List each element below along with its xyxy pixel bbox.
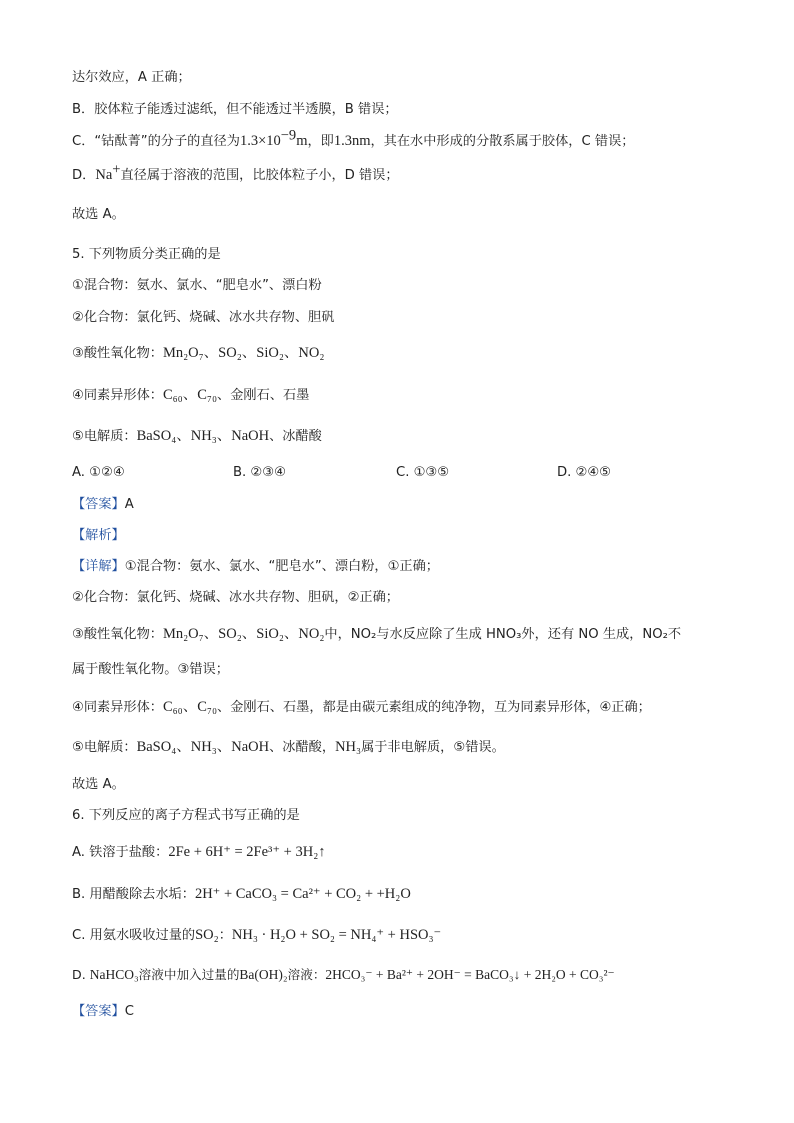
text-line: 故选 A。 (72, 207, 125, 222)
text-line: ⑤电解质：BaSO₄、NH₃、NaOH、冰醋酸 (72, 428, 322, 444)
text-line: ⑤电解质：BaSO₄、NH₃、NaOH、冰醋酸，NH₃属于非电解质，⑤错误。 (72, 739, 505, 755)
text-line: ②化合物：氯化钙、烧碱、冰水共存物、胆矾，②正确； (72, 590, 399, 605)
answer-5: 【答案】A (72, 497, 134, 512)
text-line: ④同素异形体：C₆₀、C₇₀、金刚石、石墨 (72, 387, 310, 403)
question-5-stem: 5. 下列物质分类正确的是 (72, 247, 221, 262)
text-line: D．Na+直径属于溶液的范围，比胶体粒子小，D 错误； (72, 161, 399, 183)
text-line: ④同素异形体：C₆₀、C₇₀、金刚石、石墨，都是由碳元素组成的纯净物，互为同素异形体，④正确； (72, 699, 651, 715)
text-line: ③酸性氧化物：Mn₂O₇、SO₂、SiO₂、NO₂ (72, 345, 325, 361)
text-line: 达尔效应，A 正确； (72, 70, 191, 85)
option-c: C. ①③⑤ (396, 465, 450, 480)
text-line: 属于酸性氧化物。③错误； (72, 662, 229, 677)
text-line: ②化合物：氯化钙、烧碱、冰水共存物、胆矾 (72, 310, 335, 325)
option-a: A. ①②④ (72, 465, 125, 480)
text-line: C．“钴酞菁”的分子的直径为$1.3\times 10^{-9}m$，即1.3nm，其在水中形成的分散系属于胶体，C 错误； (72, 127, 635, 149)
text-line: 【详解】①混合物：氨水、氯水、“肥皂水”、漂白粉，①正确； (72, 559, 439, 574)
question-6-stem: 6. 下列反应的离子方程式书写正确的是 (72, 808, 300, 823)
option-d: D. ②④⑤ (557, 465, 612, 480)
option-c: C. 用氨水吸收过量的SO₂：NH₃ · H₂O + SO₂ = NH₄⁺ + HSO₃⁻ (72, 927, 442, 943)
option-a: A. 铁溶于盐酸：2Fe + 6H⁺ = 2Fe³⁺ + 3H₂↑ (72, 844, 326, 860)
text-line: 故选 A。 (72, 777, 125, 792)
option-b: B. 用醋酸除去水垢：2H⁺ + CaCO₃ = Ca²⁺ + CO₂ + +H₂O (72, 886, 411, 902)
text-line: ①混合物：氨水、氯水、“肥皂水”、漂白粉 (72, 278, 322, 293)
text-line: ③酸性氧化物：Mn₂O₇、SO₂、SiO₂、NO₂中，NO₂与水反应除了生成 HNO₃外，还有 NO 生成，NO₂不 (72, 626, 682, 642)
answer-6: 【答案】C (72, 1004, 134, 1019)
option-d: D. NaHCO₃溶液中加入过量的Ba(OH)₂溶液：2HCO₃⁻ + Ba²⁺ + 2OH⁻ = BaCO₃↓ + 2H₂O + CO₃²⁻ (72, 967, 615, 982)
text-line: B．胶体粒子能透过滤纸，但不能透过半透膜，B 错误； (72, 102, 398, 117)
analysis-heading: 【解析】 (72, 528, 125, 543)
option-b: B. ②③④ (233, 465, 286, 480)
